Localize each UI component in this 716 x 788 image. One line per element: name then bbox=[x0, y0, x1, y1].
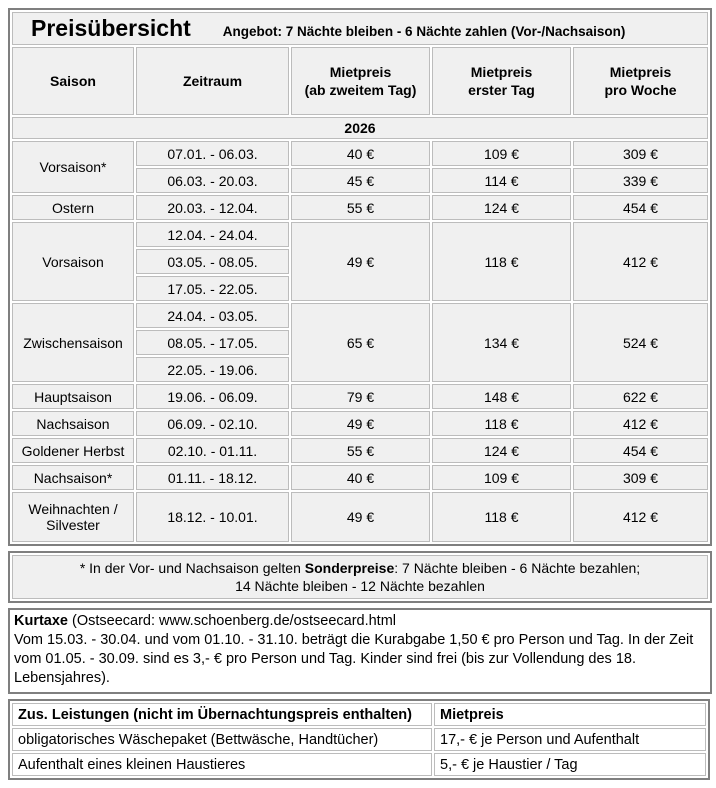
footnote-text: : 7 Nächte bleiben - 6 Nächte bezahlen; bbox=[394, 560, 641, 576]
price-first-day-cell: 124 € bbox=[432, 438, 571, 463]
footnote-text: * In der Vor- und Nachsaison gelten bbox=[79, 560, 305, 576]
extras-header-row bbox=[12, 703, 706, 726]
price-week-cell: 412 € bbox=[573, 411, 708, 436]
period-cell: 02.10. - 01.11. bbox=[136, 438, 289, 463]
special-prices-footnote bbox=[8, 551, 712, 603]
price-second-day-cell: 40 € bbox=[291, 465, 430, 490]
price-week-cell: 309 € bbox=[573, 465, 708, 490]
title-cell bbox=[12, 12, 708, 45]
price-week-cell: 339 € bbox=[573, 168, 708, 193]
header-line: Mietpreis bbox=[329, 64, 392, 80]
page-title: Preisübersicht bbox=[31, 15, 191, 41]
price-week-cell: 309 € bbox=[573, 141, 708, 166]
season-cell: Nachsaison bbox=[12, 411, 134, 436]
col-header-mietpreis-erster-tag bbox=[432, 47, 571, 115]
price-week-cell: 454 € bbox=[573, 438, 708, 463]
kurtaxe-section bbox=[8, 608, 712, 694]
period-cell: 03.05. - 08.05. bbox=[136, 249, 289, 274]
season-cell: Vorsaison* bbox=[12, 141, 134, 193]
table-row bbox=[12, 411, 708, 436]
price-second-day-cell: 55 € bbox=[291, 195, 430, 220]
price-table bbox=[8, 8, 712, 546]
header-line: Mietpreis bbox=[470, 64, 533, 80]
period-cell: 17.05. - 22.05. bbox=[136, 276, 289, 301]
title-row bbox=[12, 12, 708, 45]
extras-service-cell: obligatorisches Wäschepaket (Bettwäsche, Handtücher) bbox=[12, 728, 432, 751]
header-line: Zeitraum bbox=[182, 73, 243, 89]
price-second-day-cell: 79 € bbox=[291, 384, 430, 409]
price-first-day-cell: 148 € bbox=[432, 384, 571, 409]
price-second-day-cell: 40 € bbox=[291, 141, 430, 166]
price-second-day-cell: 49 € bbox=[291, 222, 430, 301]
extras-header-service: Zus. Leistungen (nicht im Übernachtungspreis enthalten) bbox=[12, 703, 432, 726]
season-cell: Goldener Herbst bbox=[12, 438, 134, 463]
kurtaxe-body: Vom 15.03. - 30.04. und vom 01.10. - 31.10. beträgt die Kurabgabe 1,50 € pro Person und Tag. In der Zeit vom 01.05. - 30.09. sind es 3,- € pro Person und Tag. Kinder sind frei (bis zur Vollendung des 18. Lebensjahres). bbox=[14, 632, 694, 686]
period-cell: 22.05. - 19.06. bbox=[136, 357, 289, 382]
year-band: 2026 bbox=[12, 117, 708, 139]
footnote-line-2: 14 Nächte bleiben - 12 Nächte bezahlen bbox=[235, 578, 485, 594]
table-row bbox=[12, 141, 708, 166]
period-cell: 06.03. - 20.03. bbox=[136, 168, 289, 193]
col-header-zeitraum bbox=[136, 47, 289, 115]
footnote-bold-text: Sonderpreise bbox=[304, 560, 395, 576]
price-first-day-cell: 134 € bbox=[432, 303, 571, 382]
header-line: erster Tag bbox=[468, 82, 535, 98]
kurtaxe-heading: Kurtaxe bbox=[14, 613, 68, 629]
price-week-cell: 412 € bbox=[573, 222, 708, 301]
table-row bbox=[12, 195, 708, 220]
table-row bbox=[12, 384, 708, 409]
header-line: Saison bbox=[50, 73, 96, 89]
extras-row bbox=[12, 753, 706, 776]
price-week-cell: 412 € bbox=[573, 492, 708, 542]
offer-text: Angebot: 7 Nächte bleiben - 6 Nächte zahlen (Vor-/Nachsaison) bbox=[222, 24, 626, 39]
period-cell: 20.03. - 12.04. bbox=[136, 195, 289, 220]
period-cell: 12.04. - 24.04. bbox=[136, 222, 289, 247]
price-week-cell: 622 € bbox=[573, 384, 708, 409]
period-cell: 18.12. - 10.01. bbox=[136, 492, 289, 542]
price-week-cell: 454 € bbox=[573, 195, 708, 220]
price-first-day-cell: 109 € bbox=[432, 465, 571, 490]
period-cell: 08.05. - 17.05. bbox=[136, 330, 289, 355]
price-first-day-cell: 118 € bbox=[432, 411, 571, 436]
table-row bbox=[12, 492, 708, 542]
footnote-line-1 bbox=[17, 559, 703, 577]
season-cell: Ostern bbox=[12, 195, 134, 220]
season-cell: Weihnachten / Silvester bbox=[12, 492, 134, 542]
table-row bbox=[12, 438, 708, 463]
extras-table bbox=[8, 699, 710, 780]
header-line: pro Woche bbox=[604, 82, 677, 98]
header-line: (ab zweitem Tag) bbox=[304, 82, 417, 98]
header-row bbox=[12, 47, 708, 115]
period-cell: 06.09. - 02.10. bbox=[136, 411, 289, 436]
price-first-day-cell: 124 € bbox=[432, 195, 571, 220]
price-week-cell: 524 € bbox=[573, 303, 708, 382]
table-row bbox=[12, 303, 708, 328]
period-cell: 24.04. - 03.05. bbox=[136, 303, 289, 328]
year-band-row bbox=[12, 117, 708, 139]
season-cell: Nachsaison* bbox=[12, 465, 134, 490]
extras-header-price: Mietpreis bbox=[434, 703, 706, 726]
kurtaxe-url-text: (Ostseecard: www.schoenberg.de/ostseecard.html bbox=[68, 613, 397, 629]
price-first-day-cell: 118 € bbox=[432, 492, 571, 542]
extras-price-cell: 17,- € je Person und Aufenthalt bbox=[434, 728, 706, 751]
kurtaxe-heading-line bbox=[14, 612, 704, 631]
price-second-day-cell: 45 € bbox=[291, 168, 430, 193]
col-header-saison bbox=[12, 47, 134, 115]
header-line: Mietpreis bbox=[609, 64, 672, 80]
season-cell: Zwischensaison bbox=[12, 303, 134, 382]
price-first-day-cell: 118 € bbox=[432, 222, 571, 301]
table-row bbox=[12, 465, 708, 490]
price-second-day-cell: 65 € bbox=[291, 303, 430, 382]
extras-row bbox=[12, 728, 706, 751]
price-second-day-cell: 49 € bbox=[291, 411, 430, 436]
period-cell: 19.06. - 06.09. bbox=[136, 384, 289, 409]
price-first-day-cell: 114 € bbox=[432, 168, 571, 193]
extras-service-cell: Aufenthalt eines kleinen Haustieres bbox=[12, 753, 432, 776]
col-header-mietpreis-pro-woche bbox=[573, 47, 708, 115]
table-row bbox=[12, 222, 708, 247]
season-cell: Vorsaison bbox=[12, 222, 134, 301]
period-cell: 01.11. - 18.12. bbox=[136, 465, 289, 490]
season-cell: Hauptsaison bbox=[12, 384, 134, 409]
period-cell: 07.01. - 06.03. bbox=[136, 141, 289, 166]
extras-price-cell: 5,- € je Haustier / Tag bbox=[434, 753, 706, 776]
price-second-day-cell: 49 € bbox=[291, 492, 430, 542]
price-first-day-cell: 109 € bbox=[432, 141, 571, 166]
price-second-day-cell: 55 € bbox=[291, 438, 430, 463]
col-header-mietpreis-ab-zweitem-tag bbox=[291, 47, 430, 115]
